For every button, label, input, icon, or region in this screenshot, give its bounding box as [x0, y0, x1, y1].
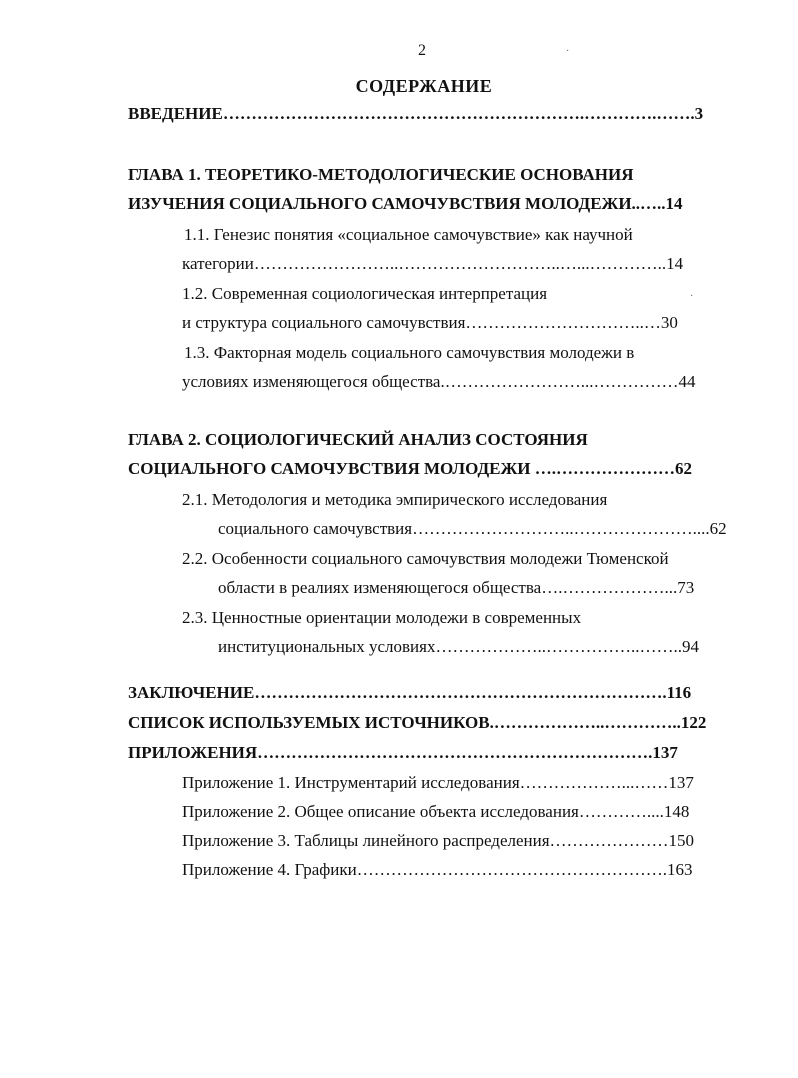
toc-entry-sources[interactable]: СПИСОК ИСПОЛЬЗУЕМЫХ ИСТОЧНИКОВ.………………..…………..122 [128, 713, 707, 732]
toc-entry-section-2-2-cont[interactable]: области в реалиях изменяющегося общества….………………...73 [218, 578, 695, 597]
scan-speck: · [566, 46, 570, 57]
toc-entry-section-2-2[interactable]: 2.2. Особенности социального самочувствия молодежи Тюменской [182, 549, 669, 568]
toc-entry-section-2-3-cont[interactable]: институциональных условиях………………..……………..……..94 [218, 637, 699, 656]
scan-speck: · [690, 291, 694, 302]
toc-entry-appendix-2[interactable]: Приложение 2. Общее описание объекта исследования…………....148 [182, 802, 690, 821]
toc-entry-introduction[interactable]: ВВЕДЕНИЕ……………………………………………………….………….…….3 [128, 104, 704, 123]
toc-entry-section-2-1-cont[interactable]: социального самочувствия………………………..…………………....62 [218, 519, 727, 538]
toc-entry-section-1-3[interactable]: 1.3. Факторная модель социального самочувствия молодежи в [184, 343, 635, 362]
toc-entry-appendix-4[interactable]: Приложение 4. Графики……………………………………………….163 [182, 860, 693, 879]
page-number: 2 [418, 42, 426, 59]
toc-entry-section-1-1[interactable]: 1.1. Генезис понятия «социальное самочувствие» как научной [184, 225, 633, 244]
toc-entry-chapter-1[interactable]: ГЛАВА 1. ТЕОРЕТИКО-МЕТОДОЛОГИЧЕСКИЕ ОСНОВАНИЯ [128, 165, 634, 184]
toc-entry-appendix-1[interactable]: Приложение 1. Инструментарий исследования………………...……137 [182, 773, 694, 792]
toc-entry-section-1-2-cont[interactable]: и структура социального самочувствия…………………………..…30 [182, 313, 678, 332]
toc-entry-chapter-2-cont[interactable]: СОЦИАЛЬНОГО САМОЧУВСТВИЯ МОЛОДЕЖИ ….…………………62 [128, 459, 693, 478]
toc-entry-section-1-1-cont[interactable]: категории……………………..………………………..…...…………..14 [182, 254, 684, 273]
toc-entry-appendix-3[interactable]: Приложение 3. Таблицы линейного распределения…………………150 [182, 831, 695, 850]
page-title: СОДЕРЖАНИЕ [355, 76, 493, 96]
toc-entry-conclusion[interactable]: ЗАКЛЮЧЕНИЕ……………………………………………………………….116 [128, 683, 692, 702]
toc-entry-chapter-1-cont[interactable]: ИЗУЧЕНИЯ СОЦИАЛЬНОГО САМОЧУВСТВИЯ МОЛОДЕЖИ..…..14 [128, 194, 683, 213]
toc-entry-section-2-1[interactable]: 2.1. Методология и методика эмпирического исследования [182, 490, 608, 509]
toc-entry-section-1-3-cont[interactable]: условиях изменяющегося общества.……………………...……………44 [182, 372, 696, 391]
toc-entry-section-2-3[interactable]: 2.3. Ценностные ориентации молодежи в современных [182, 608, 582, 627]
toc-entry-appendices[interactable]: ПРИЛОЖЕНИЯ…………………………………………………………….137 [128, 743, 678, 762]
toc-entry-section-1-2[interactable]: 1.2. Современная социологическая интерпретация [182, 284, 548, 303]
toc-entry-chapter-2[interactable]: ГЛАВА 2. СОЦИОЛОГИЧЕСКИЙ АНАЛИЗ СОСТОЯНИЯ [128, 430, 588, 449]
